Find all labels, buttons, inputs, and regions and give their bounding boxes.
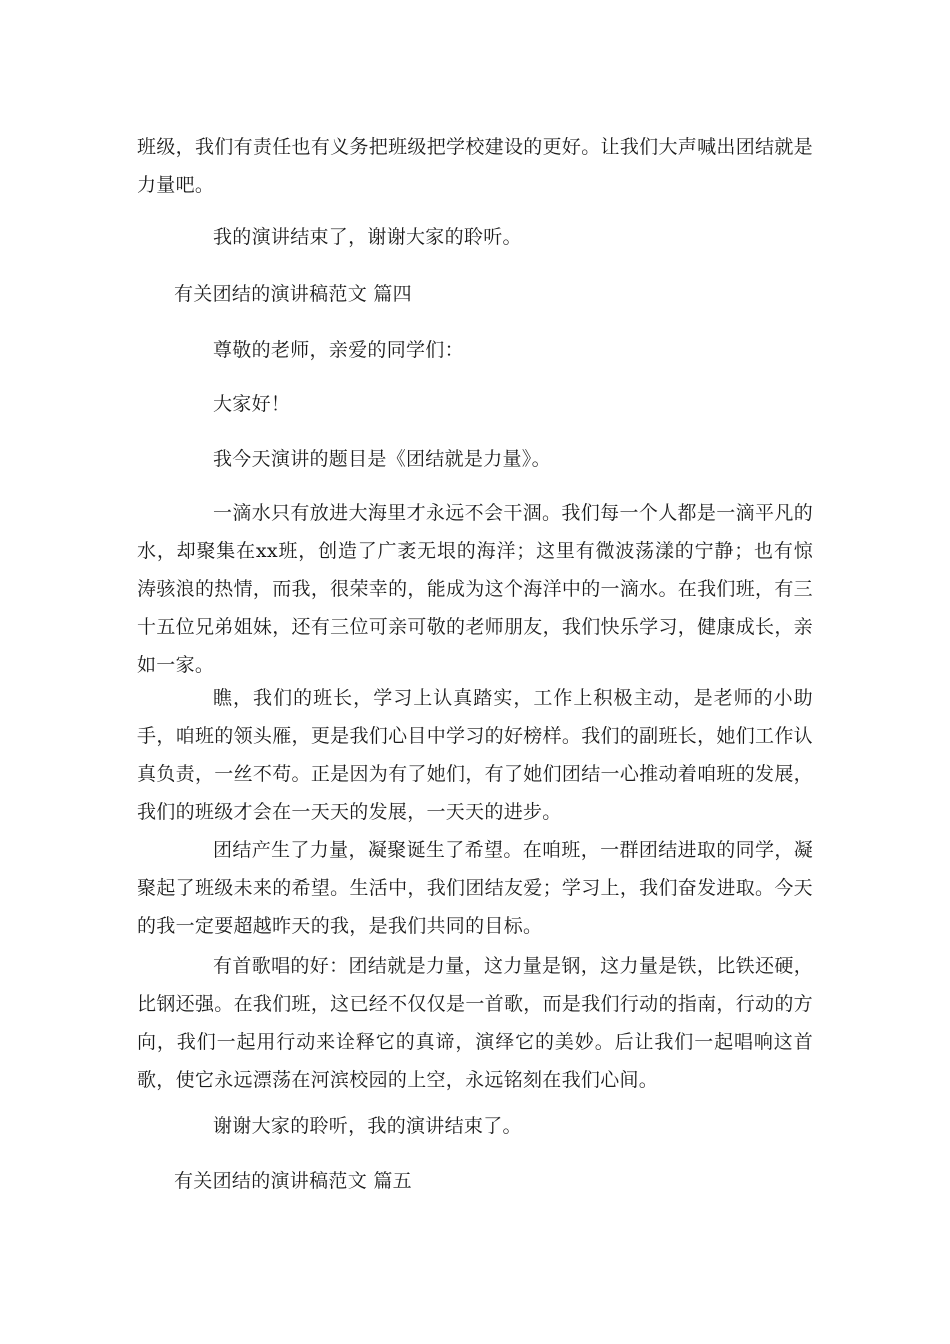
paragraph-continuation: 班级，我们有责任也有义务把班级把学校建设的更好。让我们大声喊出团结就是力量吧。 (137, 136, 813, 196)
topic-line: 我今天演讲的题目是《团结就是力量》。 (213, 448, 551, 470)
paragraph-closing-4: 谢谢大家的聆听，我的演讲结束了。 (213, 1115, 522, 1137)
paragraph-4: 有首歌唱的好：团结就是力量，这力量是钢，这力量是铁，比铁还硬，比钢还强。在我们班，这已经不仅仅是一首歌，而是我们行动的指南，行动的方向，我们一起用行动来诠释它的真谛，演绎它的美妙。后让我们一起唱响这首歌，使它永远漂荡在河滨校园的上空，永远铭刻在我们心间。 (137, 955, 813, 1091)
section-heading-4: 有关团结的演讲稿范文 篇四 (174, 283, 412, 305)
paragraph-3: 团结产生了力量，凝聚诞生了希望。在咱班，一群团结进取的同学，凝聚起了班级未来的希望。生活中，我们团结友爱；学习上，我们奋发进取。今天的我一定要超越昨天的我，是我们共同的目标。 (137, 839, 813, 937)
section-heading-5: 有关团结的演讲稿范文 篇五 (174, 1170, 412, 1192)
paragraph-1: 一滴水只有放进大海里才永远不会干涸。我们每一个人都是一滴平凡的水，却聚集在xx班，创造了广袤无垠的海洋；这里有微波荡漾的宁静；也有惊涛骇浪的热情，而我，很荣幸的，能成为这个海洋中的一滴水。在我们班，有三十五位兄弟姐妹，还有三位可亲可敬的老师朋友，我们快乐学习，健康成长，亲如一家。 (137, 502, 813, 676)
greeting-line: 尊敬的老师，亲爱的同学们： (213, 339, 464, 361)
hello-line: 大家好！ (213, 393, 291, 415)
paragraph-closing-3: 我的演讲结束了，谢谢大家的聆听。 (213, 226, 522, 248)
paragraph-2: 瞧，我们的班长，学习上认真踏实，工作上积极主动，是老师的小助手，咱班的领头雁，更是我们心目中学习的好榜样。我们的副班长，她们工作认真负责，一丝不苟。正是因为有了她们，有了她们团结一心推动着咱班的发展，我们的班级才会在一天天的发展，一天天的进步。 (137, 687, 813, 823)
